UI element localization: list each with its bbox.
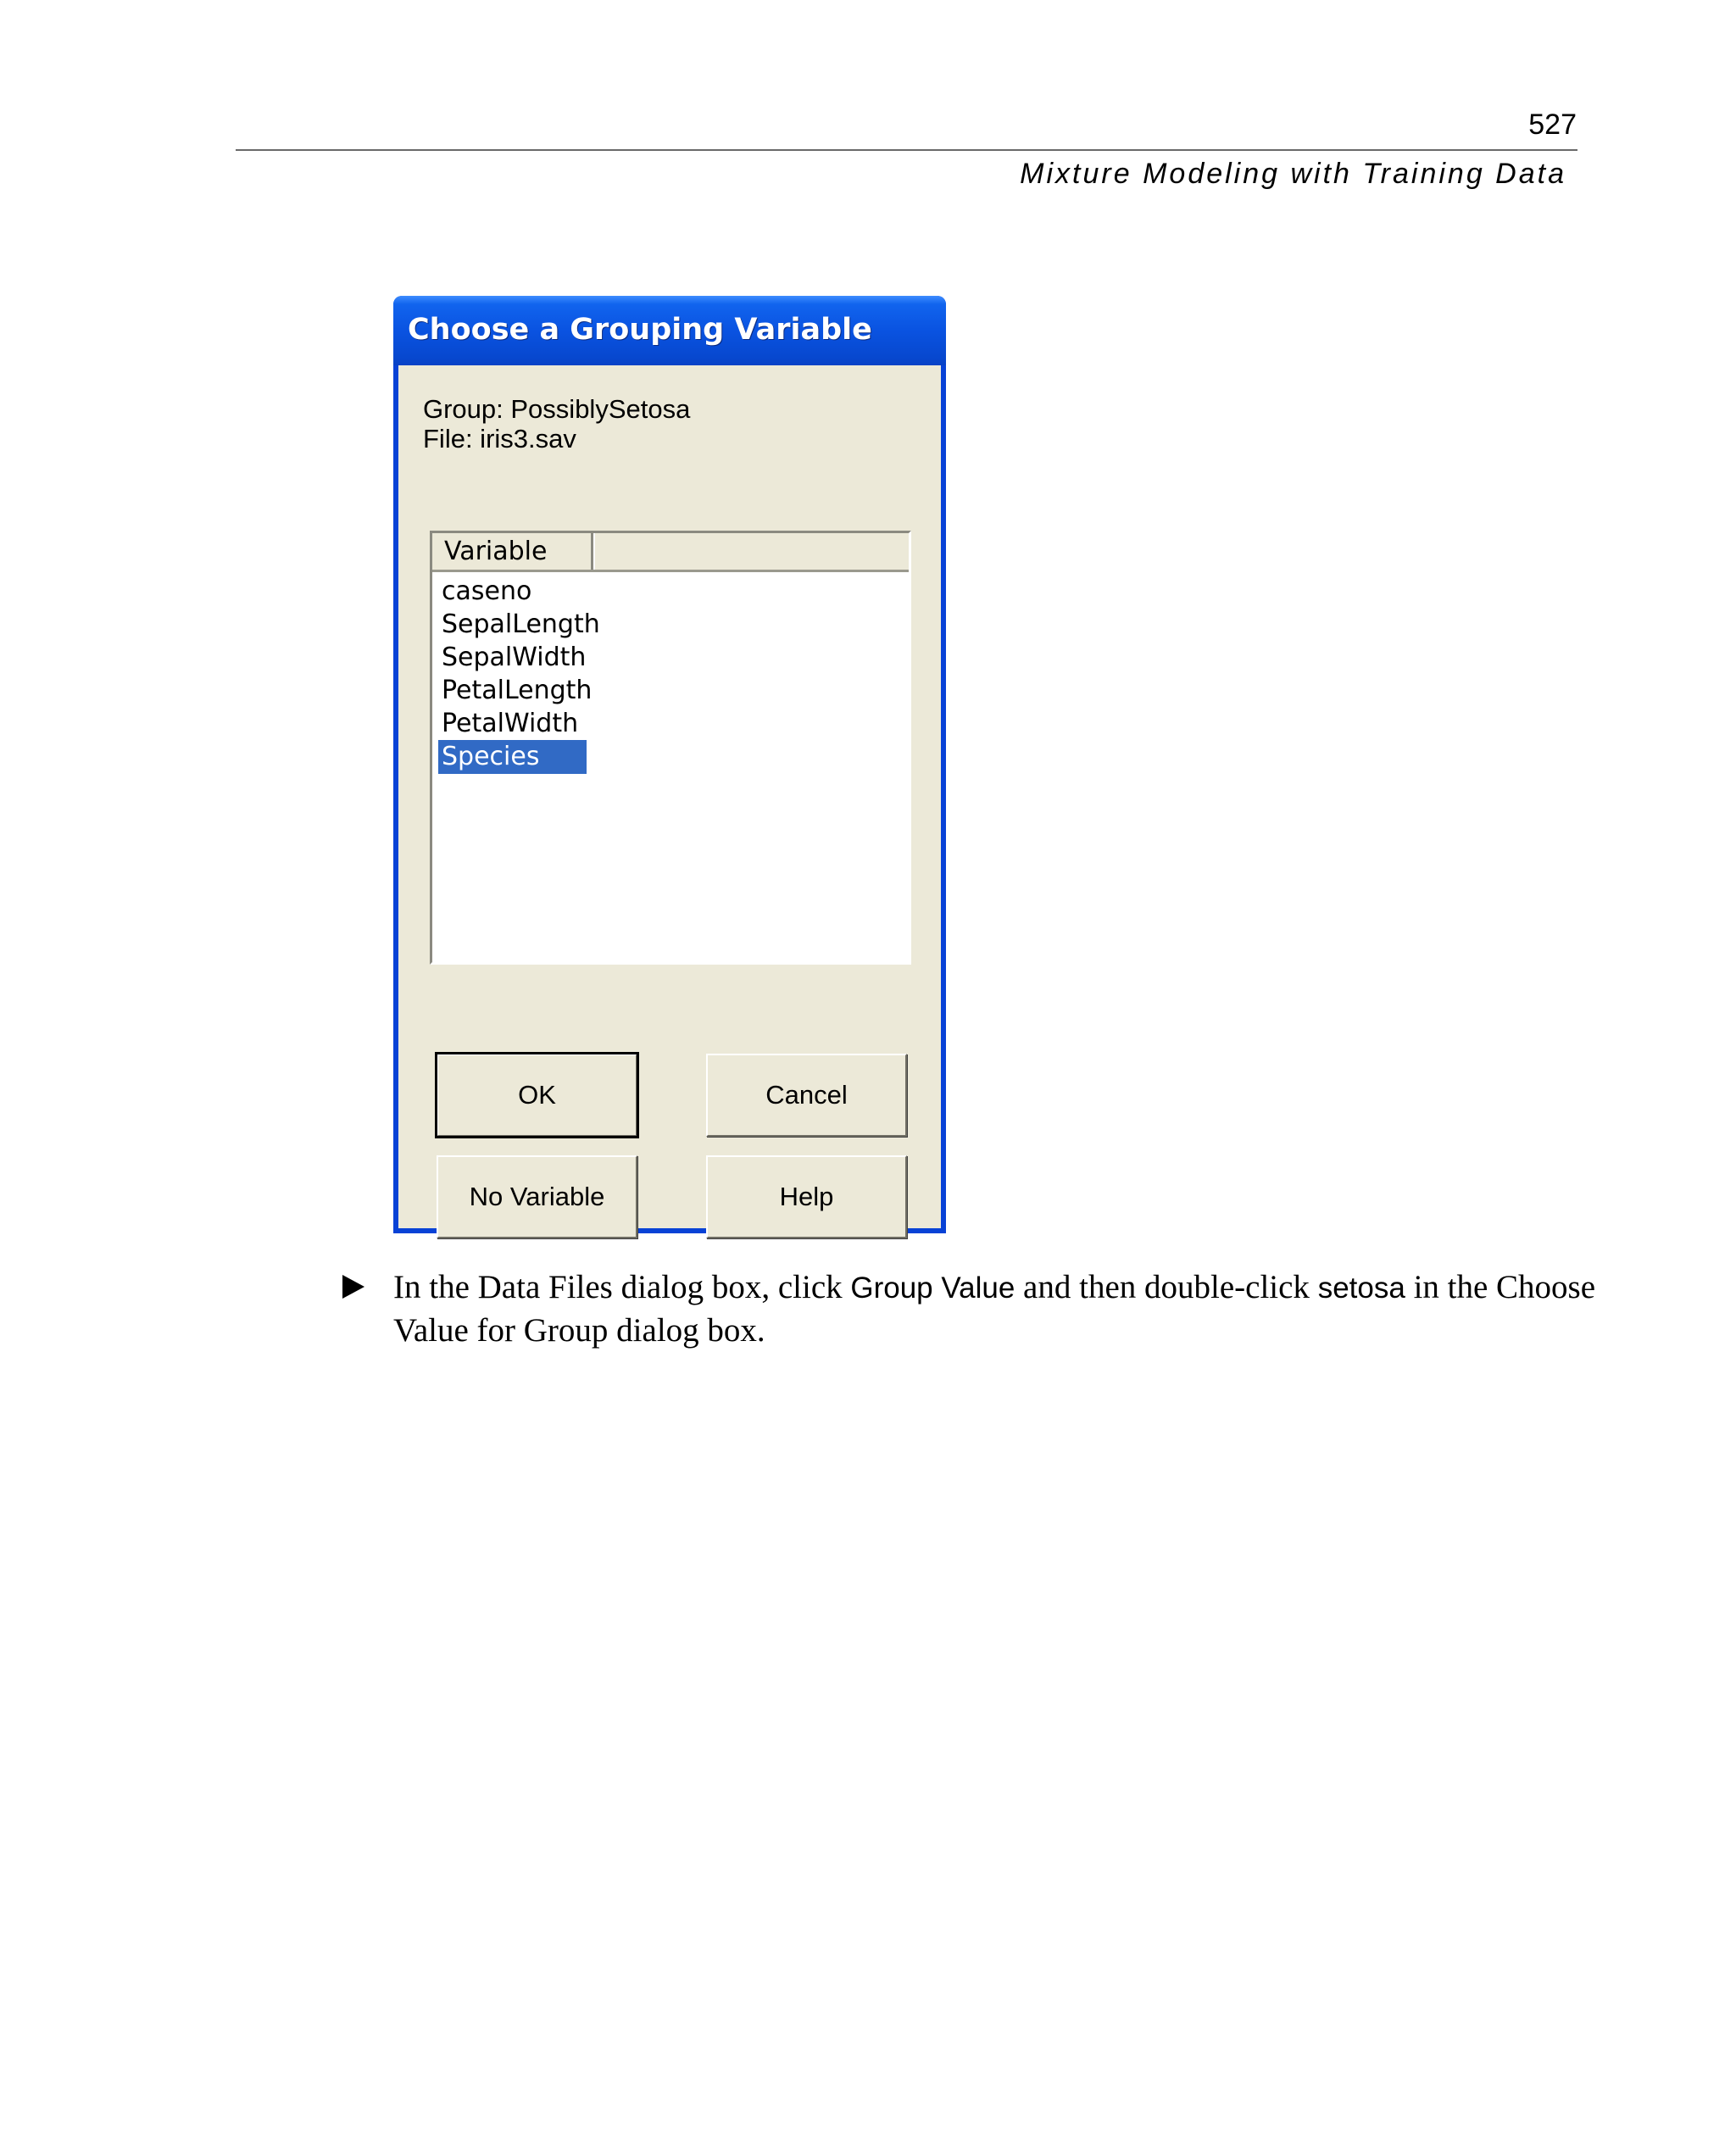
column-header-variable[interactable]: Variable: [432, 533, 593, 570]
ui-term-group-value: Group Value: [850, 1271, 1015, 1305]
list-item-sepalwidth[interactable]: SepalWidth: [442, 643, 587, 672]
step-bullet-icon: [342, 1275, 364, 1299]
instruction-text-3: in the Choose Value for Group dialog box.: [393, 1269, 1596, 1349]
list-item-petalwidth[interactable]: PetalWidth: [442, 709, 579, 738]
running-title: Mixture Modeling with Training Data: [1020, 158, 1566, 190]
variable-list[interactable]: [430, 531, 911, 965]
file-label: File: iris3.sav: [423, 424, 576, 453]
list-item-petallength[interactable]: PetalLength: [442, 676, 593, 705]
dialog-body: [398, 365, 941, 1228]
header-rule: [236, 149, 1577, 151]
ui-term-setosa: setosa: [1317, 1271, 1405, 1305]
group-label: Group: PossiblySetosa: [423, 394, 691, 424]
no-variable-button[interactable]: No Variable: [437, 1155, 637, 1238]
dialog-title: Choose a Grouping Variable: [408, 313, 872, 347]
list-item-sepallength[interactable]: SepalLength: [442, 609, 600, 639]
grouping-variable-dialog: [393, 296, 946, 1233]
instruction-paragraph: [393, 1266, 1597, 1352]
instruction-text-1: In the Data Files dialog box, click: [393, 1269, 851, 1305]
help-button[interactable]: Help: [706, 1155, 907, 1238]
instruction-text-2: and then double-click: [1015, 1269, 1318, 1305]
dialog-titlebar[interactable]: [393, 296, 946, 365]
cancel-button[interactable]: Cancel: [706, 1054, 907, 1137]
ok-button[interactable]: OK: [437, 1054, 637, 1137]
column-header-empty[interactable]: [593, 533, 909, 570]
page-number: 527: [1528, 108, 1577, 141]
list-header: [432, 533, 909, 572]
list-item-species[interactable]: Species: [438, 740, 587, 774]
list-item-caseno[interactable]: caseno: [442, 576, 532, 606]
